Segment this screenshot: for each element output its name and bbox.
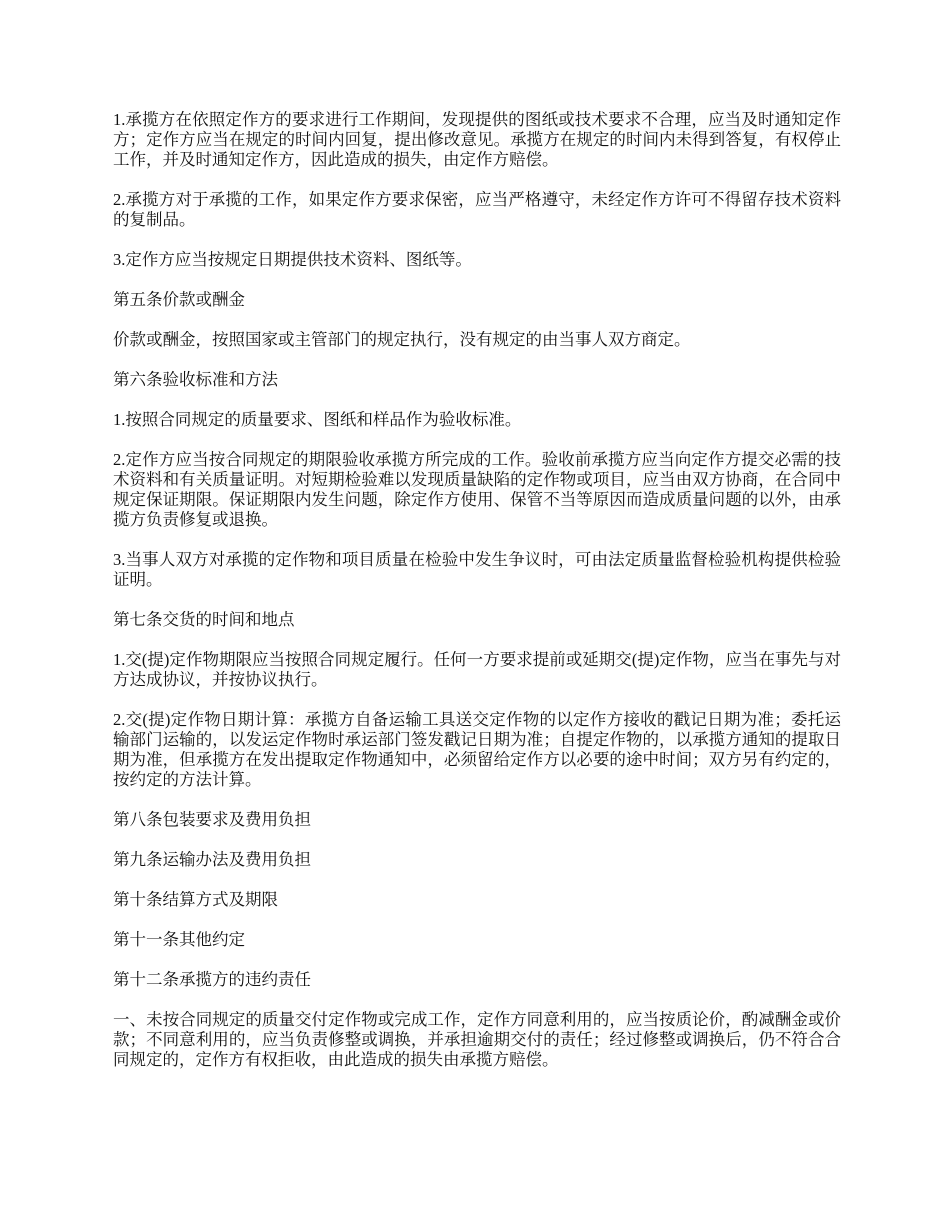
- paragraph-clause-7-item-1: 1.交(提)定作物期限应当按照合同规定履行。任何一方要求提前或延期交(提)定作物，应当在事先与对方达成协议，并按协议执行。: [113, 650, 841, 689]
- heading-clause-10: 第十条结算方式及期限: [113, 890, 278, 909]
- heading-clause-5: 第五条价款或酬金: [113, 290, 245, 309]
- paragraph-clause-6-item-1: 1.按照合同规定的质量要求、图纸和样品作为验收标准。: [113, 410, 522, 429]
- paragraph-clause-6-item-3: 3.当事人双方对承揽的定作物和项目质量在检验中发生争议时，可由法定质量监督检验机构提供检验证明。: [113, 550, 841, 589]
- paragraph-clause-5-body: 价款或酬金，按照国家或主管部门的规定执行，没有规定的由当事人双方商定。: [113, 330, 691, 349]
- heading-clause-11: 第十一条其他约定: [113, 930, 245, 949]
- heading-clause-12: 第十二条承揽方的违约责任: [113, 970, 311, 989]
- paragraph-clause-4-item-1: 1.承揽方在依照定作方的要求进行工作期间，发现提供的图纸或技术要求不合理，应当及时通知定作方；定作方应当在规定的时间内回复，提出修改意见。承揽方在规定的时间内未得到答复，有权停止工作，并及时通知定作方，因此造成的损失，由定作方赔偿。: [113, 110, 841, 169]
- document-body: [113, 110, 841, 1090]
- heading-clause-7: 第七条交货的时间和地点: [113, 610, 295, 629]
- heading-clause-8: 第八条包装要求及费用负担: [113, 810, 311, 829]
- paragraph-clause-6-item-2: 2.定作方应当按合同规定的期限验收承揽方所完成的工作。验收前承揽方应当向定作方提交必需的技术资料和有关质量证明。对短期检验难以发现质量缺陷的定作物或项目，应当由双方协商，在合同中规定保证期限。保证期限内发生问题，除定作方使用、保管不当等原因而造成质量问题的以外，由承揽方负责修复或退换。: [113, 450, 841, 529]
- paragraph-clause-4-item-3: 3.定作方应当按规定日期提供技术资料、图纸等。: [113, 250, 472, 269]
- paragraph-clause-7-item-2: 2.交(提)定作物日期计算：承揽方自备运输工具送交定作物的以定作方接收的戳记日期为准；委托运输部门运输的，以发运定作物时承运部门签发戳记日期为准；自提定作物的，以承揽方通知的提取日期为准，但承揽方在发出提取定作物通知中，必须留给定作方以必要的途中时间；双方另有约定的，按约定的方法计算。: [113, 710, 841, 789]
- heading-clause-9: 第九条运输办法及费用负担: [113, 850, 311, 869]
- paragraph-clause-4-item-2: 2.承揽方对于承揽的工作，如果定作方要求保密，应当严格遵守，未经定作方许可不得留存技术资料的复制品。: [113, 190, 841, 229]
- paragraph-clause-12-item-1: 一、未按合同规定的质量交付定作物或完成工作，定作方同意利用的，应当按质论价，酌减酬金或价款；不同意利用的，应当负责修整或调换，并承担逾期交付的责任；经过修整或调换后，仍不符合合同规定的，定作方有权拒收，由此造成的损失由承揽方赔偿。: [113, 1010, 841, 1069]
- heading-clause-6: 第六条验收标准和方法: [113, 370, 278, 389]
